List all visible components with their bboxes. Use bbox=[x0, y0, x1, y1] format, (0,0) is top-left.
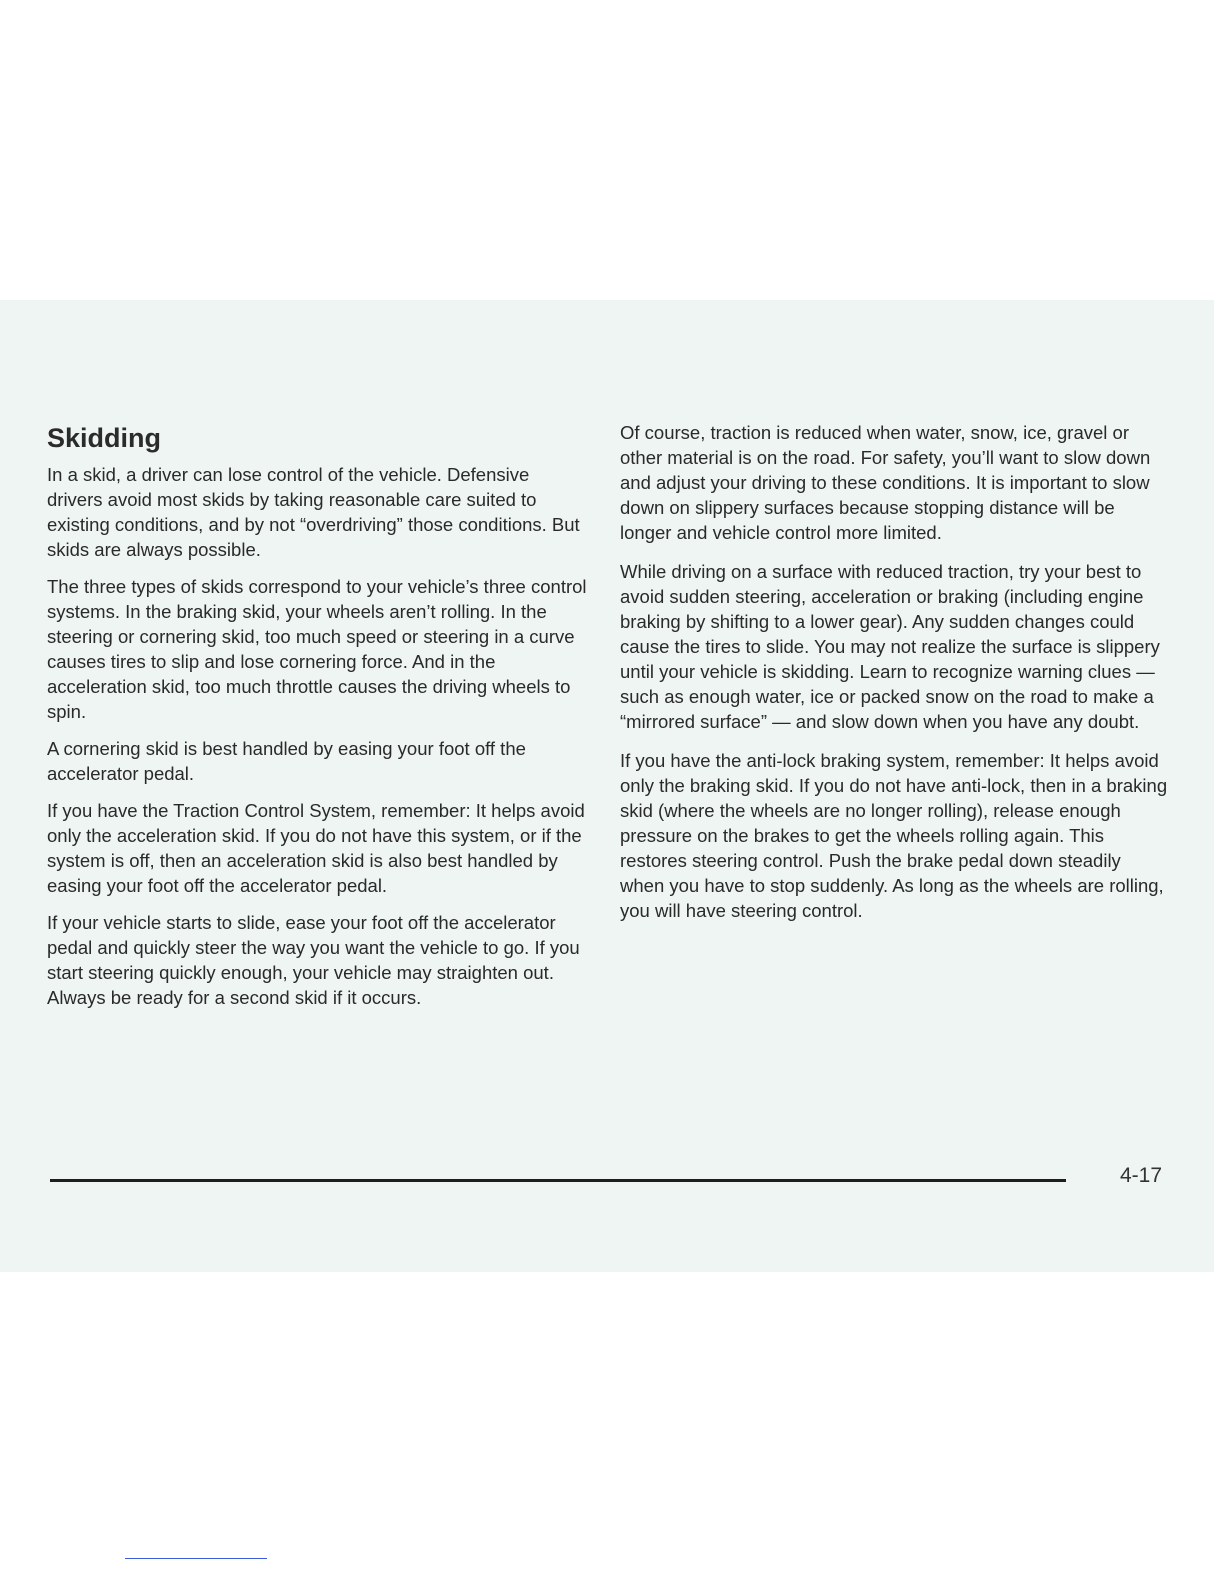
paragraph: In a skid, a driver can lose control of the vehicle. Defensive drivers avoid most skids by taking reasonable care suited to existing conditions, and by not “overdriving” those conditions. But skids are always possible. bbox=[47, 464, 580, 560]
paragraph: Of course, traction is reduced when water, snow, ice, gravel or other material is on the road. For safety, you’ll want to slow down and adjust your driving to these conditions. It is important to slow down on slippery surfaces because stopping distance will be longer and vehicle control more limited. bbox=[620, 422, 1151, 543]
paragraph: The three types of skids correspond to your vehicle’s three control systems. In the braking skid, your wheels aren’t rolling. In the steering or cornering skid, too much speed or steering in a curve causes tires to slip and lose cornering force. And in the acceleration skid, too much throttle causes the driving wheels to spin. bbox=[47, 576, 587, 722]
page-number: 4-17 bbox=[1120, 1164, 1163, 1187]
paragraph: A cornering skid is best handled by easing your foot off the accelerator pedal. bbox=[47, 738, 526, 784]
paragraph: If you have the Traction Control System, remember: It helps avoid only the acceleration skid. If you do not have this system, or if the system is off, then an acceleration skid is also best handled by easing your foot off the accelerator pedal. bbox=[47, 800, 585, 896]
paragraph: While driving on a surface with reduced traction, try your best to avoid sudden steering, acceleration or braking (including engine braking by shifting to a lower gear). Any sudden changes could cause the tires to slide. You may not realize the surface is slippery until your vehicle is skidding. Learn to recognize warning clues — such as enough water, ice or packed snow on the road to make a “mirrored surface” — and slow down when you have any doubt. bbox=[620, 561, 1160, 732]
left-column bbox=[47, 422, 587, 1022]
right-column bbox=[620, 420, 1168, 937]
manual-page bbox=[0, 300, 1214, 1272]
footer-rule bbox=[50, 1179, 1066, 1182]
link-underline bbox=[125, 1558, 267, 1559]
section-heading: Skidding bbox=[47, 423, 161, 453]
paragraph: If you have the anti-lock braking system, remember: It helps avoid only the braking skid. If you do not have anti-lock, then in a braking skid (where the wheels are no longer rolling), release enough pressure on the brakes to get the wheels rolling again. This restores steering control. Push the brake pedal down steadily when you have to stop suddenly. As long as the wheels are rolling, you will have steering control. bbox=[620, 750, 1168, 921]
paragraph: If your vehicle starts to slide, ease your foot off the accelerator pedal and quickly steer the way you want the vehicle to go. If you start steering quickly enough, your vehicle may straighten out. Always be ready for a second skid if it occurs. bbox=[47, 912, 580, 1008]
